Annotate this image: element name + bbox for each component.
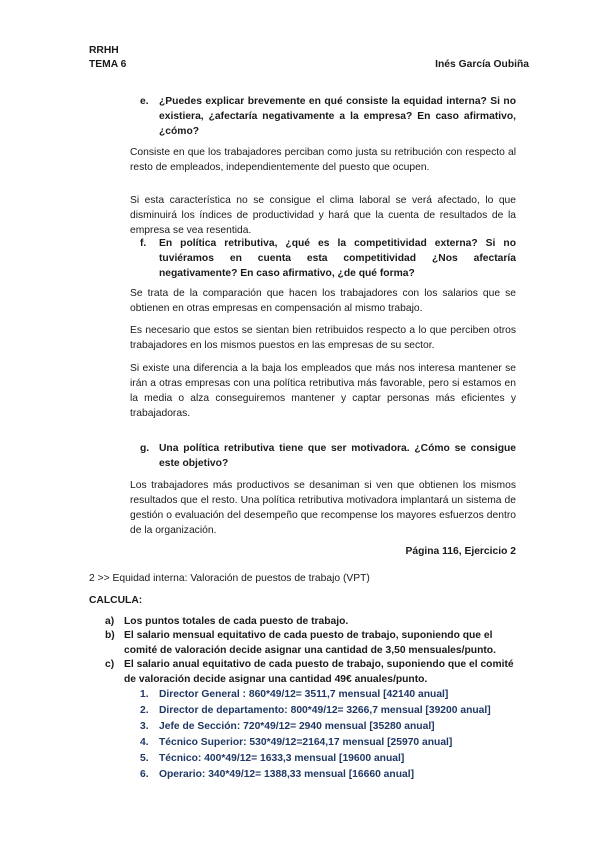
result-5: Técnico: 400*49/12= 1633,3 mensual [19600 anual]	[159, 753, 405, 764]
answer-e-2: Si esta característica no se consigue el clima laboral se verá afectado, lo que disminuirá los índices de productividad y hará que la cuenta de resultados de la empresa se vea resentida.	[130, 195, 516, 236]
question-e-marker: e.	[140, 96, 149, 107]
result-6: Operario: 340*49/12= 1388,33 mensual [16660 anual]	[159, 769, 414, 780]
answer-f-1: Se trata de la comparación que hacen los trabajadores con los salarios que se obtienen en otras empresas en compensación al mismo trabajo.	[130, 288, 516, 314]
result-1-marker: 1.	[140, 689, 149, 700]
calcula-heading: CALCULA:	[89, 595, 143, 606]
question-g-marker: g.	[140, 443, 150, 454]
question-f-text: En política retributiva, ¿qué es la competitividad externa? Si no tuviéramos en cuenta esta competitividad ¿Nos afectaría negativamente? En caso afirmativo, ¿de qué forma?	[159, 238, 516, 279]
question-g-text: Una política retributiva tiene que ser motivadora. ¿Cómo se consigue este objetivo?	[159, 443, 516, 469]
result-6-marker: 6.	[140, 769, 149, 780]
calcula-item-a: Los puntos totales de cada puesto de trabajo.	[124, 616, 349, 627]
result-1: Director General : 860*49/12= 3511,7 mensual [42140 anual]	[159, 689, 449, 700]
calcula-item-a-marker: a)	[105, 616, 115, 627]
header-topic: TEMA 6	[89, 59, 127, 70]
result-4-marker: 4.	[140, 737, 149, 748]
question-e-text: ¿Puedes explicar brevemente en qué consiste la equidad interna? Si no existiera, ¿afectaría negativamente a la empresa? En caso afirmativo, ¿cómo?	[159, 96, 516, 137]
exercise-reference: Página 116, Ejercicio 2	[405, 546, 516, 557]
result-3: Jefe de Sección: 720*49/12= 2940 mensual [35280 anual]	[159, 721, 435, 732]
calcula-item-c-marker: c)	[105, 659, 115, 670]
answer-f-3: Si existe una diferencia a la baja los empleados que más nos interesa mantener se irán a otras empresas con una política retributiva más favorable, pero si estamos en la media o alza conseguiremos mantener y captar personas más eficientes y trabajadoras.	[130, 363, 516, 419]
result-2: Director de departamento: 800*49/12= 3266,7 mensual [39200 anual]	[159, 705, 491, 716]
header-author: Inés García Oubiña	[435, 59, 529, 70]
calcula-item-b: El salario mensual equitativo de cada puesto de trabajo, suponiendo que el comité de valoración decide asignar una cantidad de 3,50 mensuales/punto.	[124, 630, 496, 656]
result-5-marker: 5.	[140, 753, 149, 764]
answer-f-2: Es necesario que estos se sientan bien retribuidos respecto a lo que perciben otros trabajadores en los mismos puestos en las empresas de su sector.	[130, 325, 516, 351]
exercise-title: 2 >> Equidad interna: Valoración de puestos de trabajo (VPT)	[89, 573, 370, 584]
calcula-item-c: El salario anual equitativo de cada puesto de trabajo, suponiendo que el comité de valoración decide asignar una cantidad 49€ anuales/punto.	[124, 659, 514, 685]
calcula-item-b-marker: b)	[105, 630, 115, 641]
header-org: RRHH	[89, 45, 119, 56]
result-2-marker: 2.	[140, 705, 149, 716]
question-f-marker: f.	[140, 238, 147, 249]
answer-e-1: Consiste en que los trabajadores perciban como justa su retribución con respecto al resto de empleados, independientemente del puesto que ocupen.	[130, 147, 516, 173]
result-3-marker: 3.	[140, 721, 149, 732]
answer-g-1: Los trabajadores más productivos se desaniman si ven que obtienen los mismos resultados que el resto. Una política retributiva motivadora implantará un sistema de gestión o evaluación del desempeño que recompense los mayores esfuerzos dentro de la organización.	[130, 480, 516, 536]
result-4: Técnico Superior: 530*49/12=2164,17 mensual [25970 anual]	[159, 737, 453, 748]
